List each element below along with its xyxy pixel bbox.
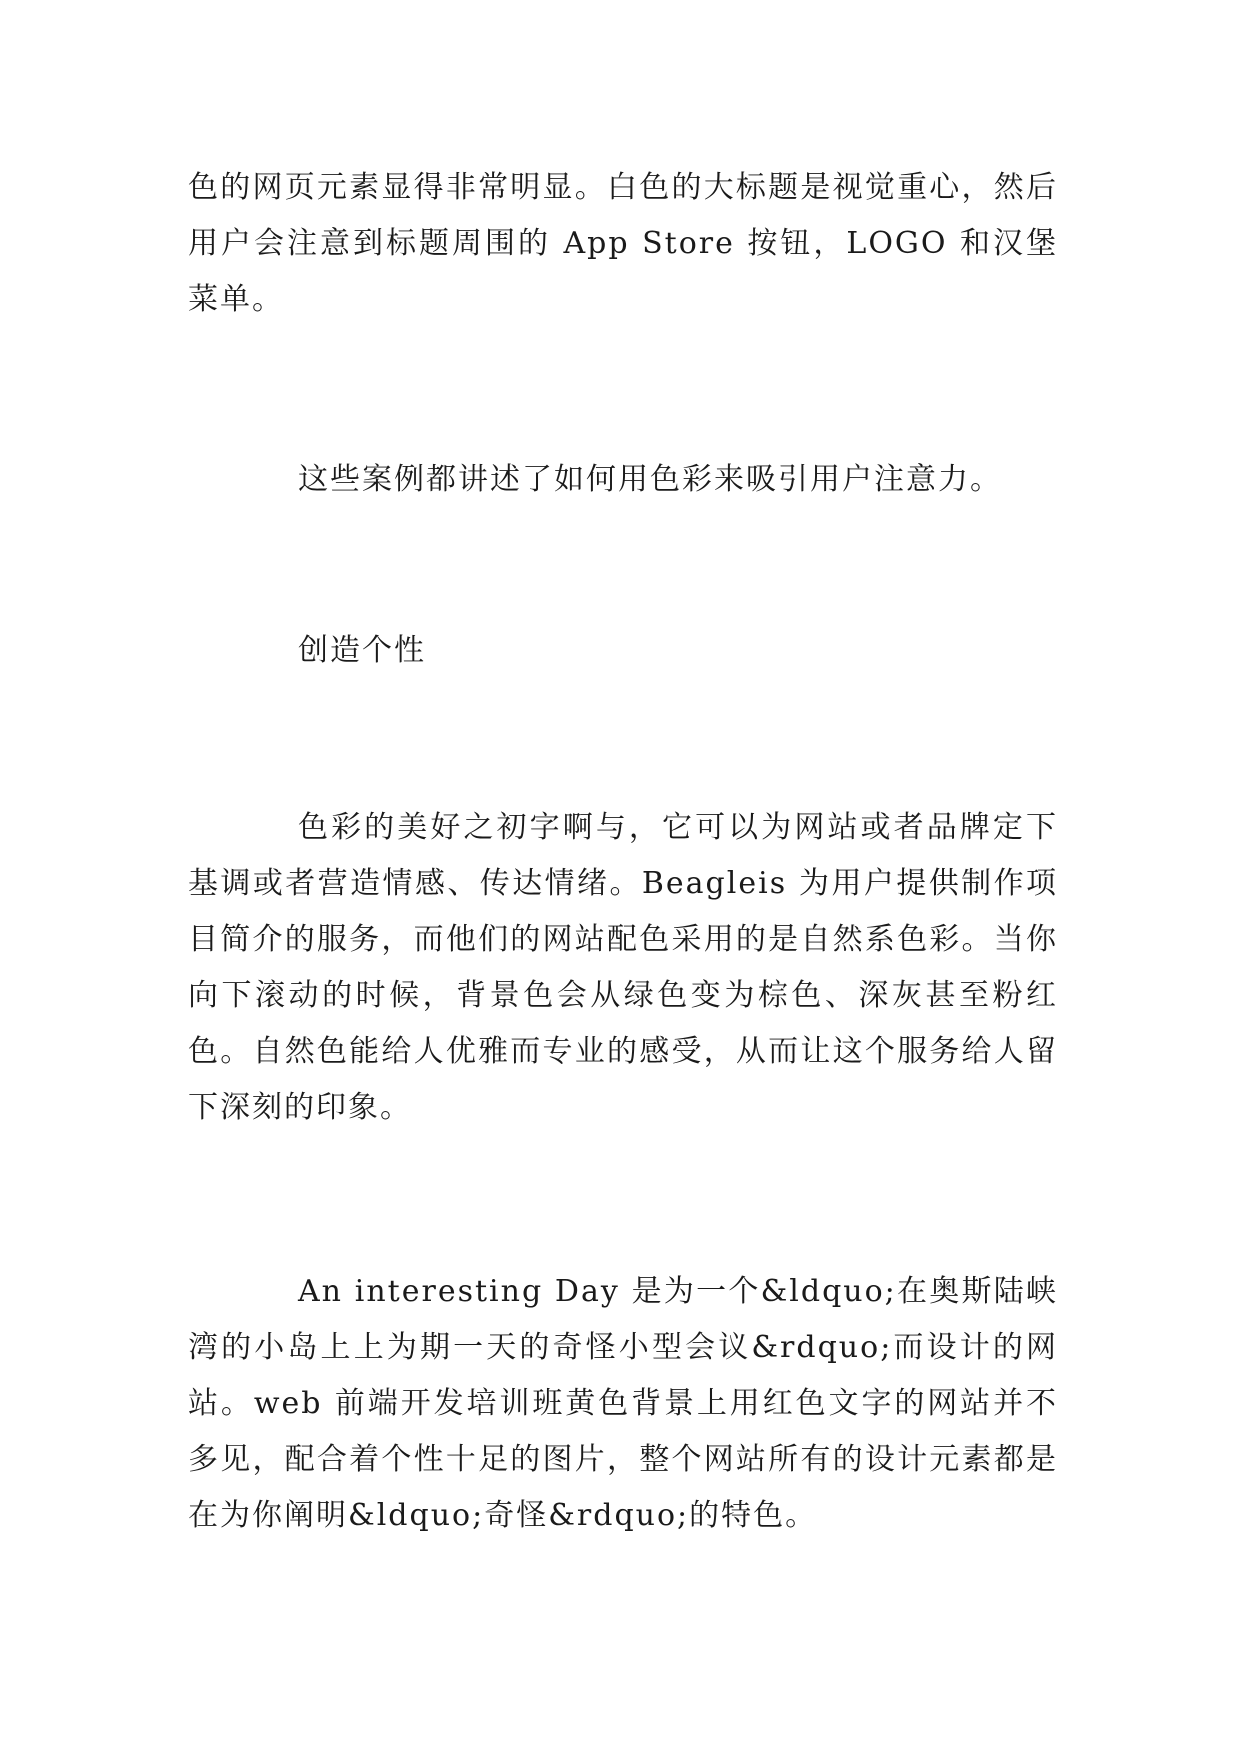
section-heading-create-personality: 创造个性 <box>298 633 426 668</box>
paragraph-beagle-example: 色彩的美好之初字啊与，它可以为网站或者品牌定下基调或者营造情感、传达情绪。Beagleis 为用户提供制作项目简介的服务，而他们的网站配色采用的是自然系色彩。当你向下滚动的时候，背景色会从绿色变为棕色、深灰甚至粉红色。自然色能给人优雅而专业的感受，从而让这个服务给人留下深刻的印象。 <box>188 810 1058 1125</box>
paragraph-interesting-day-example: An interesting Day 是为一个&ldquo;在奥斯陆峡湾的小岛上上为期一天的奇怪小型会议&rdquo;而设计的网站。web 前端开发培训班黄色背景上用红色文字的网站并不多见，配合着个性十足的图片，整个网站所有的设计元素都是在为你阐明&ldquo;奇怪&rdquo;的特色。 <box>188 1274 1058 1533</box>
paragraph-color-contrast: 色的网页元素显得非常明显。白色的大标题是视觉重心，然后用户会注意到标题周围的 App Store 按钮，LOGO 和汉堡菜单。 <box>188 170 1058 317</box>
paragraph-summary: 这些案例都讲述了如何用色彩来吸引用户注意力。 <box>298 462 1002 497</box>
